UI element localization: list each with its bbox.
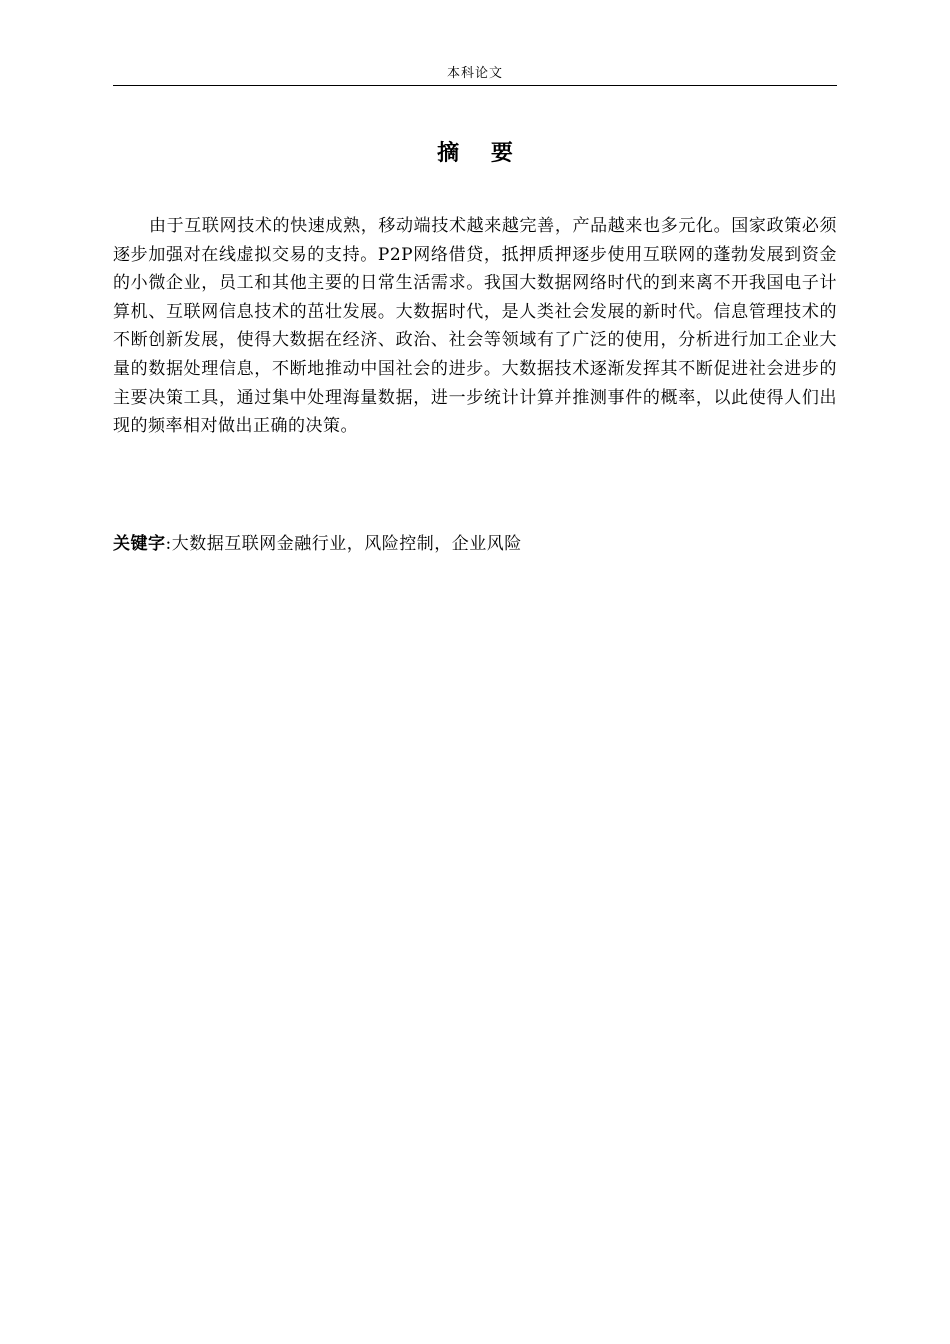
abstract-title: 摘 要 — [437, 141, 525, 166]
abstract-body: 由于互联网技术的快速成熟，移动端技术越来越完善，产品越来也多元化。国家政策必须逐步加强对在线虚拟交易的支持。P2P网络借贷，抵押质押逐步使用互联网的蓬勃发展到资金的小微企业，员工和其他主要的日常生活需求。我国大数据网络时代的到来离不开我国电子计算机、互联网信息技术的茁壮发展。大数据时代，是人类社会发展的新时代。信息管理技术的不断创新发展，使得大数据在经济、政治、社会等领域有了广泛的使用，分析进行加工企业大量的数据处理信息，不断地推动中国社会的进步。大数据技术逐渐发挥其不断促进社会进步的主要决策工具，通过集中处理海量数据，进一步统计计算并推测事件的概率，以此使得人们出现的频率相对做出正确的决策。 — [113, 216, 837, 437]
keywords-label: 关键字 — [113, 534, 166, 554]
keywords-text: 大数据互联网金融行业，风险控制，企业风险 — [171, 534, 522, 554]
running-header: 本科论文 — [446, 66, 503, 81]
header-rule — [113, 85, 837, 86]
keywords-line — [113, 530, 837, 558]
keywords-separator: : — [165, 534, 172, 554]
